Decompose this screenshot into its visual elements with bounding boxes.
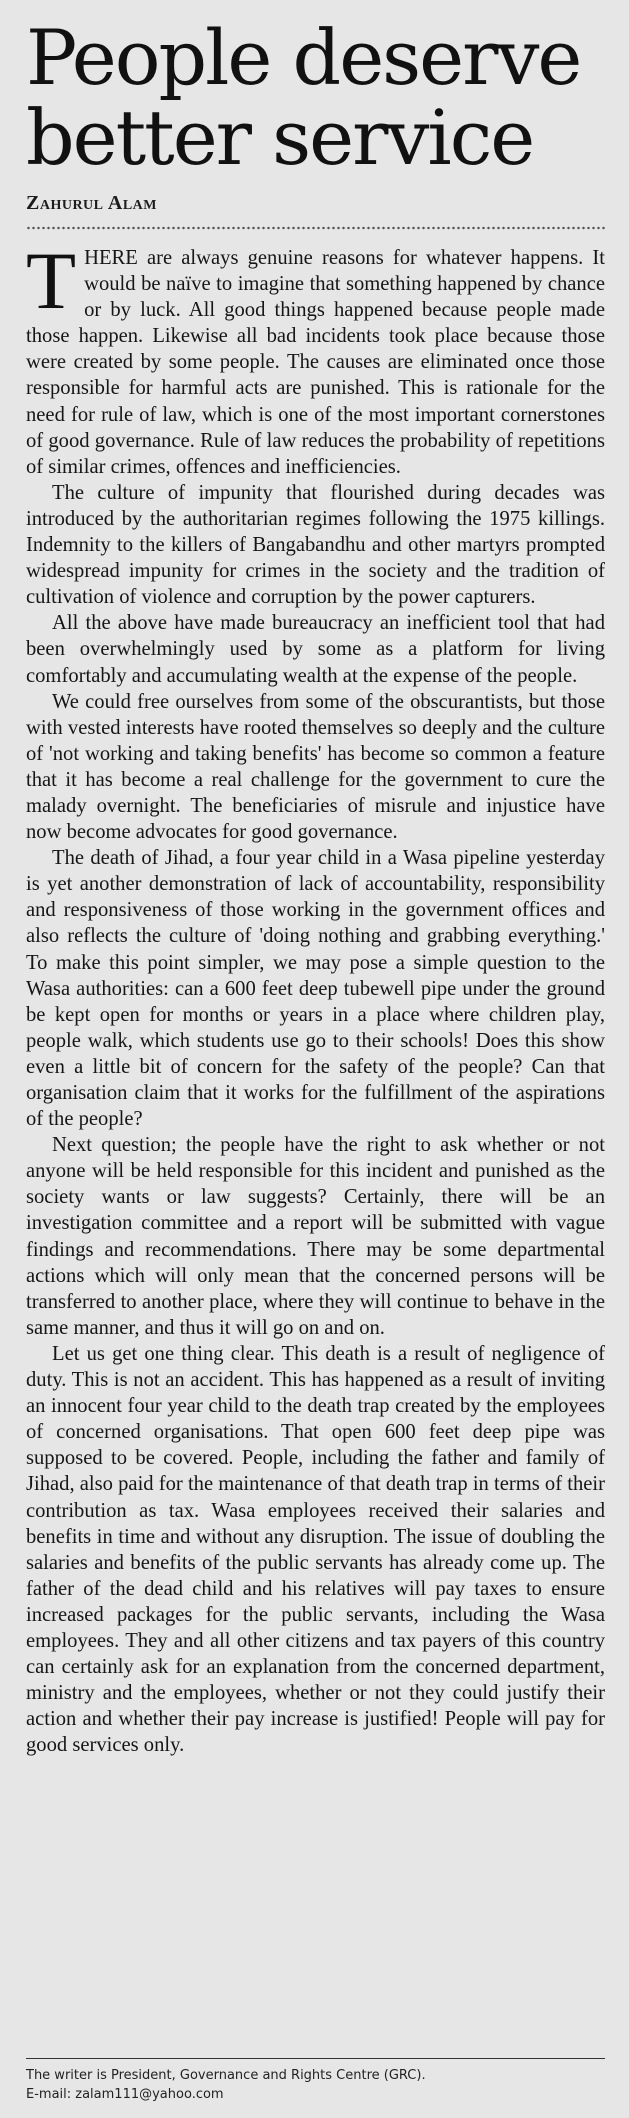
author-email: E-mail: zalam111@yahoo.com	[26, 2087, 224, 2102]
paragraph-5: The death of Jihad, a four year child in a Wasa pipeline yesterday is yet another demonstration of lack of accountability, responsibility and responsiveness of those working in the government offices and also reflects the culture of 'doing nothing and grabbing everything.' To make this point simpler, we may pose a simple question to the Wasa authorities: can a 600 feet deep tubewell pipe under the ground be kept open for months or years in a place where children play, people walk, which students use go to their schools! Does this show even a little bit of concern for the safety of the people? Can that organisation claim that it works for the fulfillment of the aspirations of the people?	[26, 847, 605, 1131]
paragraph-3: All the above have made bureaucracy an inefficient tool that had been overwhelmingly used by some as a platform for living comfortably and accumulating wealth at the expense of the people.	[26, 612, 605, 687]
headline	[26, 13, 605, 182]
paragraph-6: Next question; the people have the right to ask whether or not anyone will be held responsible for this incident and punished as the society wants or law suggests? Certainly, there will be an investigation committee and a report will be submitted with vague findings and recommendations. There may be some departmental actions which will only mean that the concerned persons will be transferred to another place, where they will continue to behave in the same manner, and thus it will go on and on.	[26, 1134, 605, 1339]
drop-cap: T	[26, 235, 77, 326]
footer-divider	[26, 2058, 605, 2059]
headline-line-1: People deserve	[26, 13, 581, 102]
paragraph-1-text: HERE are always genuine reasons for whatever happens. It would be naïve to imagine that something happened by chance or by luck. All good things happened because people made those happen. Likewise all bad incidents took place because those were created by some people. The causes are eliminated once those responsible for harmful acts are punished. This is rationale for the need for rule of law, which is one of the most important cornerstones of good governance. Rule of law reduces the probability of repetitions of similar crimes, offences and inefficiencies.	[26, 247, 605, 478]
paragraph-7: Let us get one thing clear. This death is a result of negligence of duty. This is not an accident. This has happened as a result of inviting an innocent four year child to the death trap created by the employees of concerned organisations. That open 600 feet deep pipe was supposed to be covered. People, including the father and family of Jihad, also paid for the maintenance of that death trap in terms of their contribution as tax. Wasa employees received their salaries and benefits in time and without any disruption. The issue of doubling the salaries and benefits of the public servants has already come up. The father of the dead child and his relatives will pay taxes to ensure increased packages for the public servants, including the Wasa employees. They and all other citizens and tax payers of this country can certainly ask for an explanation from the concerned department, ministry and the employees, whether or not they could justify their action and whether their pay increase is justified! People will pay for good services only.	[26, 1342, 605, 1757]
author-description: The writer is President, Governance and Rights Centre (GRC).	[26, 2068, 426, 2083]
paragraph-2: The culture of impunity that flourished during decades was introduced by the authoritarian regimes following the 1975 killings. Indemnity to the killers of Bangabandhu and other martyrs prompted widespread impunity for crimes in the society and the tradition of cultivation of violence and corruption by the power capturers.	[26, 481, 605, 609]
dotted-divider	[26, 225, 605, 231]
byline: Zahurul Alam	[26, 192, 158, 214]
author-note	[26, 2066, 426, 2104]
headline-line-2: better service	[26, 93, 534, 182]
paragraph-1	[26, 235, 605, 480]
article-body	[26, 235, 605, 1758]
paragraph-4: We could free ourselves from some of the obscurantists, but those with vested interests have rooted themselves so deeply and the culture of 'not working and taking benefits' has become so common a feature that it has become a real challenge for the government to cure the malady overnight. The beneficiaries of misrule and injustice have now become advocates for good governance.	[26, 690, 605, 844]
